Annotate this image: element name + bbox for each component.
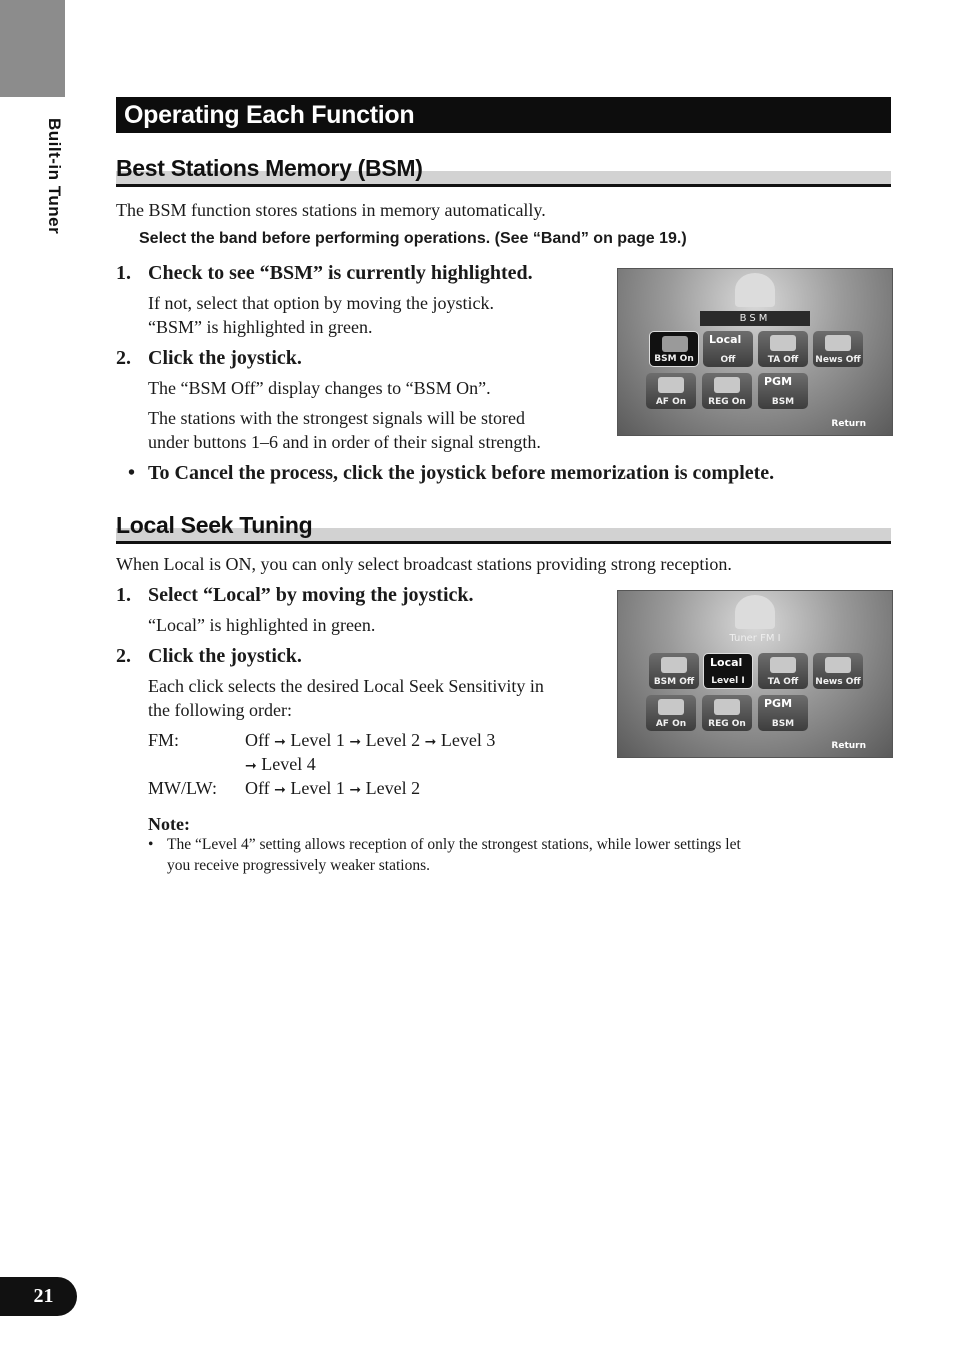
region-icon bbox=[714, 699, 740, 715]
joystick-graphic bbox=[735, 273, 775, 307]
tile-ta: TA Off bbox=[758, 653, 808, 689]
fm-sequence-cont: ➞ Level 4 bbox=[245, 754, 316, 774]
tile-local: Local Off bbox=[703, 331, 753, 367]
note-bullet: • bbox=[148, 836, 154, 853]
tile-pgm-bsm: PGM BSM bbox=[758, 373, 808, 409]
screen-title: BSM bbox=[700, 311, 810, 326]
tile-reg: REG On bbox=[702, 695, 752, 731]
note-label: Note: bbox=[148, 814, 190, 834]
bsm-step-2-line-2: The stations with the strongest signals will be stored bbox=[148, 408, 525, 428]
bsm-screen-image bbox=[617, 268, 893, 436]
tile-ta: TA Off bbox=[758, 331, 808, 367]
bsm-heading bbox=[116, 153, 891, 187]
return-label: Return bbox=[831, 419, 866, 429]
bars-icon bbox=[662, 336, 688, 352]
newspaper-icon bbox=[825, 657, 851, 673]
page-number: 21 bbox=[0, 1277, 77, 1316]
tile-af: AF On bbox=[646, 373, 696, 409]
antenna-icon bbox=[658, 377, 684, 393]
fm-label: FM: bbox=[148, 730, 180, 750]
fm-sequence: Off ➞ Level 1 ➞ Level 2 ➞ Level 3 bbox=[245, 730, 496, 750]
local-step-1-line-1: “Local” is highlighted in green. bbox=[148, 615, 376, 635]
bsm-heading-text: Best Stations Memory (BSM) bbox=[116, 155, 423, 181]
step-title: Click the joystick. bbox=[148, 645, 302, 667]
local-screen-image bbox=[617, 590, 893, 758]
joystick-graphic bbox=[735, 595, 775, 629]
tile-bsm: BSM On bbox=[649, 331, 699, 367]
local-heading-text: Local Seek Tuning bbox=[116, 512, 313, 538]
tile-af: AF On bbox=[646, 695, 696, 731]
car-icon bbox=[770, 335, 796, 351]
local-heading bbox=[116, 510, 891, 544]
step-number: 1. bbox=[116, 584, 131, 606]
side-tab-block bbox=[0, 0, 65, 97]
step-title: Click the joystick. bbox=[148, 347, 302, 369]
tile-local: Local Level I bbox=[703, 653, 753, 689]
bsm-intro: The BSM function stores stations in memory automatically. bbox=[116, 200, 546, 220]
step-number: 2. bbox=[116, 347, 131, 369]
bsm-step-2-line-1: The “BSM Off” display changes to “BSM On”. bbox=[148, 378, 491, 398]
local-intro: When Local is ON, you can only select broadcast stations providing strong reception. bbox=[116, 554, 732, 574]
cancel-text: To Cancel the process, click the joystick before memorization is complete. bbox=[148, 462, 775, 484]
tile-reg: REG On bbox=[702, 373, 752, 409]
side-tab-label: Built-in Tuner bbox=[45, 118, 64, 235]
local-label: Local bbox=[709, 333, 742, 346]
section-banner: Operating Each Function bbox=[116, 97, 891, 133]
bsm-step-2-line-3: under buttons 1–6 and in order of their signal strength. bbox=[148, 432, 541, 452]
antenna-icon bbox=[658, 699, 684, 715]
tile-bsm: BSM Off bbox=[649, 653, 699, 689]
step-number: 2. bbox=[116, 645, 131, 667]
bsm-step-1-line-1: If not, select that option by moving the joystick. bbox=[148, 293, 494, 313]
bullet: • bbox=[128, 462, 136, 484]
tile-pgm-bsm: PGM BSM bbox=[758, 695, 808, 731]
tile-news: News Off bbox=[813, 653, 863, 689]
return-label: Return bbox=[831, 741, 866, 751]
bsm-prereq: Select the band before performing operations. (See “Band” on page 19.) bbox=[139, 230, 687, 247]
region-icon bbox=[714, 377, 740, 393]
tile-news: News Off bbox=[813, 331, 863, 367]
note-line-2: you receive progressively weaker stations. bbox=[167, 857, 430, 874]
bars-icon bbox=[661, 657, 687, 673]
bsm-step-1-line-2: “BSM” is highlighted in green. bbox=[148, 317, 373, 337]
mwlw-sequence: Off ➞ Level 1 ➞ Level 2 bbox=[245, 778, 421, 798]
pgm-label: PGM bbox=[764, 697, 793, 710]
local-step-2-line-2: the following order: bbox=[148, 700, 292, 720]
step-title: Check to see “BSM” is currently highlighted. bbox=[148, 262, 533, 284]
step-title: Select “Local” by moving the joystick. bbox=[148, 584, 474, 606]
local-label: Local bbox=[710, 656, 743, 669]
newspaper-icon bbox=[825, 335, 851, 351]
screen-title: Tuner FM I bbox=[729, 633, 781, 644]
mwlw-label: MW/LW: bbox=[148, 778, 217, 798]
pgm-label: PGM bbox=[764, 375, 793, 388]
local-step-2-line-1: Each click selects the desired Local Seek Sensitivity in bbox=[148, 676, 544, 696]
note-line-1: The “Level 4” setting allows reception of only the strongest stations, while lower settings let bbox=[167, 836, 741, 853]
step-number: 1. bbox=[116, 262, 131, 284]
car-icon bbox=[770, 657, 796, 673]
